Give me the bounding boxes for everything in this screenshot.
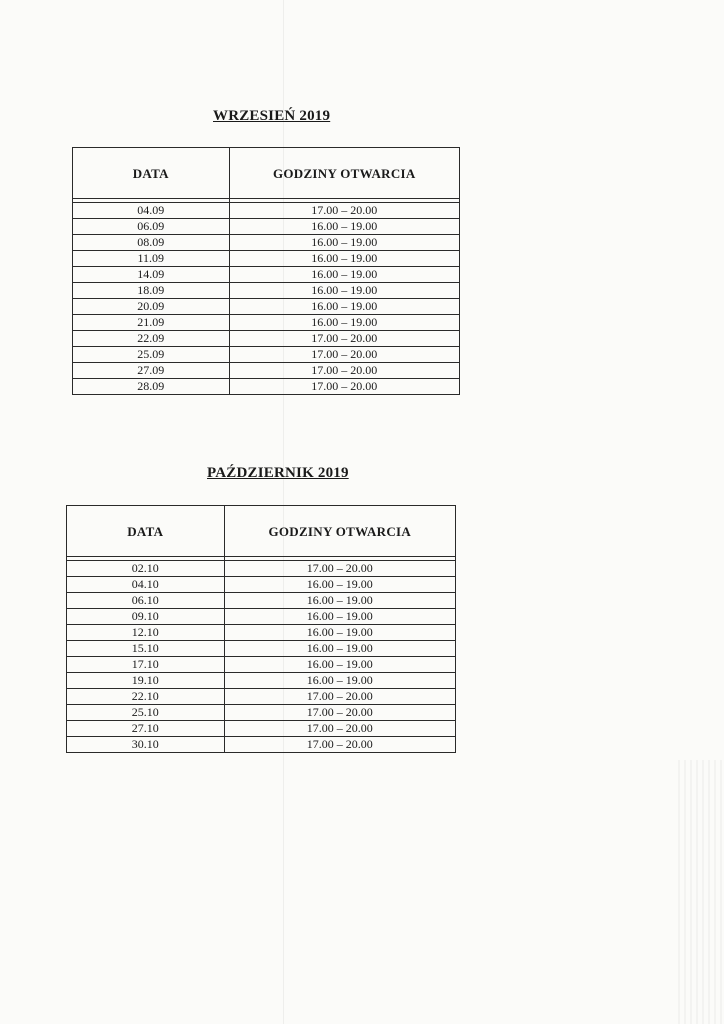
table-row bbox=[73, 299, 460, 315]
hours-cell: 17.00 – 20.00 bbox=[229, 347, 459, 363]
date-cell: 27.10 bbox=[67, 721, 225, 737]
scan-edge-artifact bbox=[678, 760, 724, 1024]
date-cell: 12.10 bbox=[67, 625, 225, 641]
table-row bbox=[67, 705, 456, 721]
date-cell: 22.10 bbox=[67, 689, 225, 705]
table-header-row bbox=[67, 506, 456, 557]
table-row bbox=[67, 577, 456, 593]
table-row bbox=[67, 721, 456, 737]
hours-cell: 17.00 – 20.00 bbox=[224, 689, 455, 705]
hours-cell: 16.00 – 19.00 bbox=[224, 593, 455, 609]
hours-cell: 17.00 – 20.00 bbox=[229, 331, 459, 347]
hours-cell: 16.00 – 19.00 bbox=[224, 641, 455, 657]
date-cell: 11.09 bbox=[73, 251, 230, 267]
table-row bbox=[73, 219, 460, 235]
hours-cell: 16.00 – 19.00 bbox=[224, 625, 455, 641]
table-row bbox=[73, 235, 460, 251]
date-cell: 06.09 bbox=[73, 219, 230, 235]
column-header-date: DATA bbox=[73, 148, 230, 199]
table-row bbox=[73, 347, 460, 363]
date-cell: 28.09 bbox=[73, 379, 230, 395]
table-row bbox=[67, 609, 456, 625]
date-cell: 18.09 bbox=[73, 283, 230, 299]
table-row bbox=[67, 673, 456, 689]
hours-cell: 16.00 – 19.00 bbox=[224, 577, 455, 593]
table-row bbox=[73, 203, 460, 219]
date-cell: 27.09 bbox=[73, 363, 230, 379]
date-cell: 04.10 bbox=[67, 577, 225, 593]
hours-cell: 16.00 – 19.00 bbox=[224, 673, 455, 689]
hours-cell: 16.00 – 19.00 bbox=[229, 219, 459, 235]
table-row bbox=[73, 315, 460, 331]
table-row bbox=[67, 593, 456, 609]
date-cell: 17.10 bbox=[67, 657, 225, 673]
table-header-row bbox=[73, 148, 460, 199]
date-cell: 09.10 bbox=[67, 609, 225, 625]
table-row bbox=[67, 625, 456, 641]
table-row bbox=[73, 267, 460, 283]
section-title-september: WRZESIEŃ 2019 bbox=[213, 108, 331, 124]
column-header-hours: GODZINY OTWARCIA bbox=[229, 148, 459, 199]
date-cell: 04.09 bbox=[73, 203, 230, 219]
table-row bbox=[67, 689, 456, 705]
hours-cell: 16.00 – 19.00 bbox=[224, 657, 455, 673]
hours-cell: 17.00 – 20.00 bbox=[224, 737, 455, 753]
hours-cell: 17.00 – 20.00 bbox=[229, 363, 459, 379]
section-title-october: PAŹDZIERNIK 2019 bbox=[207, 465, 349, 481]
hours-cell: 16.00 – 19.00 bbox=[229, 235, 459, 251]
hours-cell: 17.00 – 20.00 bbox=[229, 203, 459, 219]
hours-cell: 16.00 – 19.00 bbox=[229, 299, 459, 315]
date-cell: 25.09 bbox=[73, 347, 230, 363]
date-cell: 22.09 bbox=[73, 331, 230, 347]
table-row bbox=[73, 363, 460, 379]
table-row bbox=[73, 283, 460, 299]
hours-cell: 16.00 – 19.00 bbox=[229, 315, 459, 331]
schedule-table-september bbox=[72, 147, 460, 395]
date-cell: 21.09 bbox=[73, 315, 230, 331]
hours-cell: 17.00 – 20.00 bbox=[229, 379, 459, 395]
table-row bbox=[73, 251, 460, 267]
table-row bbox=[73, 379, 460, 395]
table-row bbox=[67, 737, 456, 753]
hours-cell: 16.00 – 19.00 bbox=[224, 609, 455, 625]
date-cell: 30.10 bbox=[67, 737, 225, 753]
date-cell: 20.09 bbox=[73, 299, 230, 315]
table-row bbox=[67, 561, 456, 577]
date-cell: 02.10 bbox=[67, 561, 225, 577]
table-row bbox=[67, 657, 456, 673]
date-cell: 08.09 bbox=[73, 235, 230, 251]
hours-cell: 17.00 – 20.00 bbox=[224, 721, 455, 737]
column-header-hours: GODZINY OTWARCIA bbox=[224, 506, 455, 557]
date-cell: 14.09 bbox=[73, 267, 230, 283]
hours-cell: 16.00 – 19.00 bbox=[229, 251, 459, 267]
schedule-table-october bbox=[66, 505, 456, 753]
hours-cell: 17.00 – 20.00 bbox=[224, 561, 455, 577]
table-row bbox=[73, 331, 460, 347]
hours-cell: 16.00 – 19.00 bbox=[229, 267, 459, 283]
hours-cell: 17.00 – 20.00 bbox=[224, 705, 455, 721]
date-cell: 25.10 bbox=[67, 705, 225, 721]
date-cell: 19.10 bbox=[67, 673, 225, 689]
hours-cell: 16.00 – 19.00 bbox=[229, 283, 459, 299]
column-header-date: DATA bbox=[67, 506, 225, 557]
date-cell: 15.10 bbox=[67, 641, 225, 657]
date-cell: 06.10 bbox=[67, 593, 225, 609]
table-row bbox=[67, 641, 456, 657]
